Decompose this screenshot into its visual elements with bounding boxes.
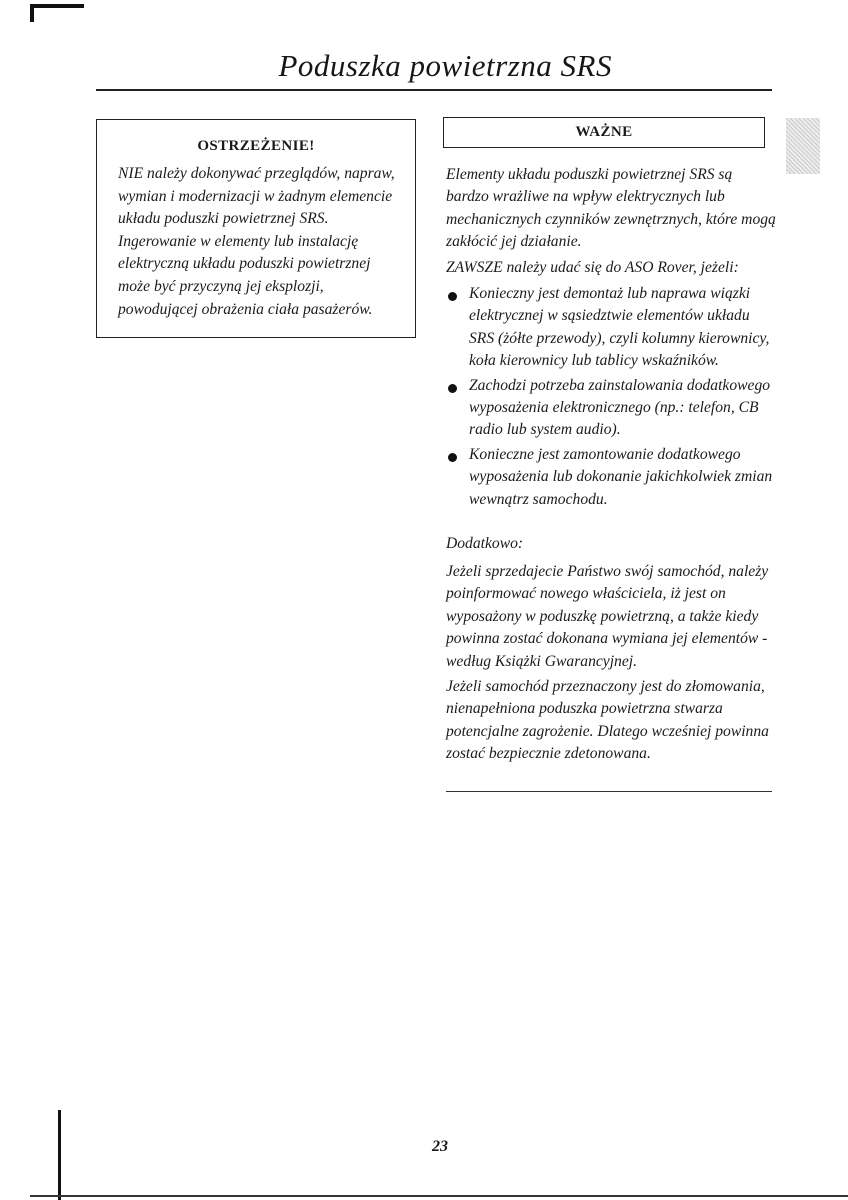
crop-mark-top-vertical xyxy=(30,4,34,22)
crop-mark-bottom xyxy=(30,1195,848,1197)
list-item-text: Konieczny jest demontaż lub naprawa wiązki elektrycznej w sąsiedztwie elementów układu SRS (żółte przewody), czyli kolumny kierownicy, koła kierownicy lub tablicy wskaźników. xyxy=(469,285,770,370)
important-heading: WAŻNE xyxy=(575,124,633,140)
bullet-icon xyxy=(448,292,457,301)
list-item xyxy=(446,375,776,442)
warning-heading: OSTRZEŻENIE! xyxy=(197,138,315,154)
section-edge-tab xyxy=(786,118,820,174)
important-paragraph-1: Elementy układu poduszki powietrznej SRS są bardzo wrażliwe na wpływ elektrycznych lub mechanicznych czynników zewnętrznych, które mogą zakłócić jej działanie. xyxy=(446,166,776,251)
list-item xyxy=(446,444,776,511)
list-item xyxy=(446,283,776,373)
important-paragraph-5: Jeżeli samochód przeznaczony jest do złomowania, nienapełniona poduszka powietrzna stwarza potencjalne zagrożenie. Dlatego wcześniej powinna zostać bezpiecznie zdetonowana. xyxy=(446,678,769,763)
crop-mark-top xyxy=(30,4,84,8)
important-paragraph-2: ZAWSZE należy udać się do ASO Rover, jeżeli: xyxy=(446,259,739,276)
important-paragraph-4: Jeżeli sprzedajecie Państwo swój samochód, należy poinformować nowego właściciela, iż jest on wyposażony w poduszkę powietrzną, a także kiedy powinna zostać dokonana wymiana jej elementów - według Książki Gwarancyjnej. xyxy=(446,563,769,670)
list-item-text: Zachodzi potrzeba zainstalowania dodatkowego wyposażenia elektronicznego (np.: telefon, CB radio lub system audio). xyxy=(469,376,771,439)
title-rule xyxy=(96,89,772,91)
important-paragraph-3: Dodatkowo: xyxy=(446,535,524,552)
list-item-text: Konieczne jest zamontowanie dodatkowego wyposażenia lub dokonanie jakichkolwiek zmian wewnątrz samochodu. xyxy=(469,445,773,508)
bullet-icon xyxy=(448,453,457,462)
important-bullet-list xyxy=(446,283,776,513)
crop-mark-left xyxy=(58,1110,61,1200)
page-title: Poduszka powietrzna SRS xyxy=(278,48,612,83)
page-number: 23 xyxy=(432,1138,448,1155)
warning-text: NIE należy dokonywać przeglądów, napraw, wymian i modernizacji w żadnym elemencie układu poduszki powietrznej SRS. Ingerowanie w elementy lub instalację elektryczną układu poduszki powietrznej może być przyczyną jej eksplozji, powodującej obrażenia ciała pasażerów. xyxy=(118,165,395,318)
warning-box xyxy=(96,119,416,338)
bullet-icon xyxy=(448,384,457,393)
important-box xyxy=(443,117,765,148)
section-end-rule xyxy=(446,791,772,792)
